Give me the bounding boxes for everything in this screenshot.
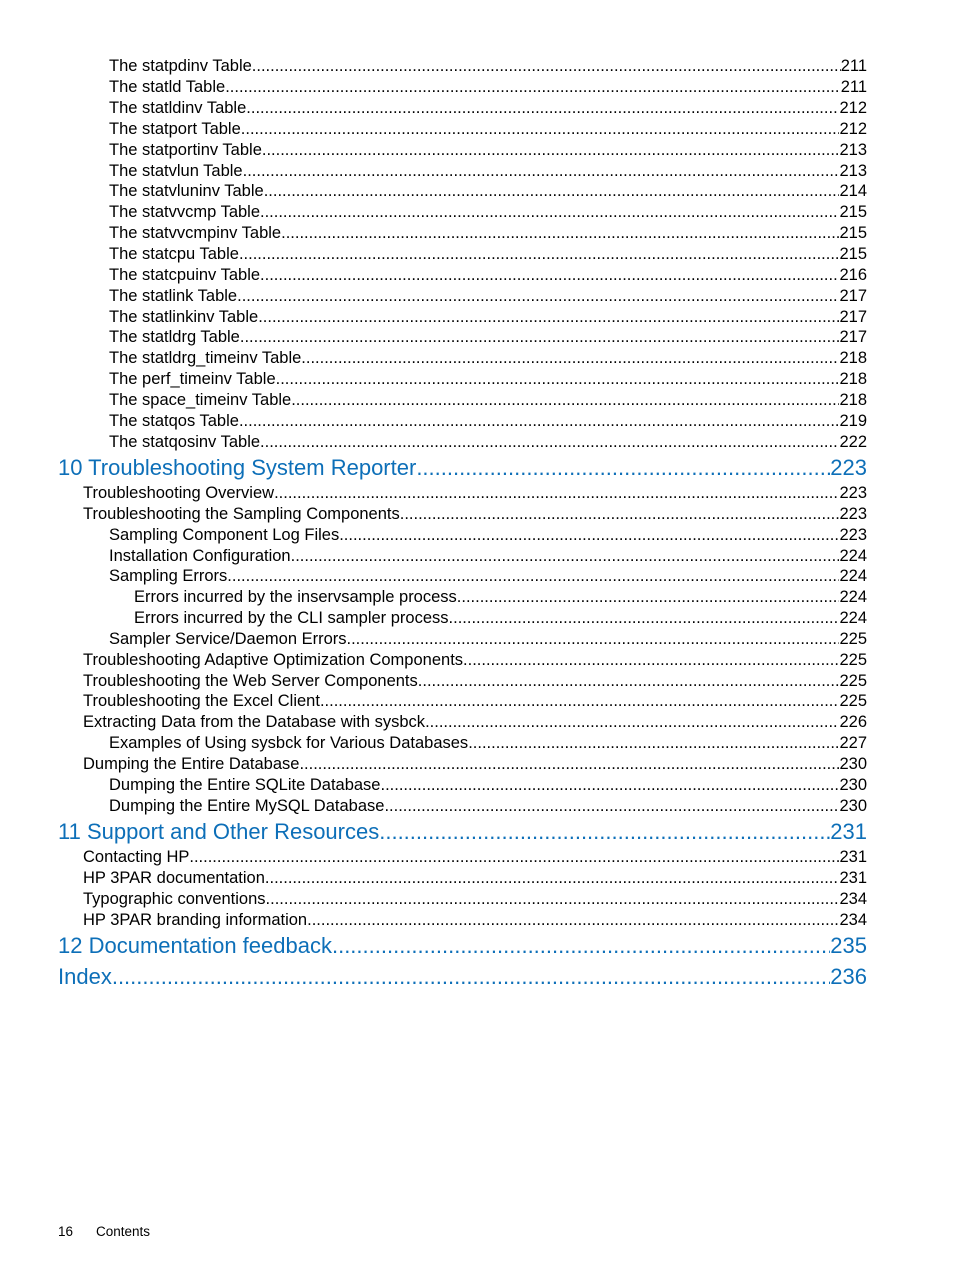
toc-entry-troubleshooting-the-excel-client[interactable] <box>83 691 867 712</box>
toc-entry-title: 10 Troubleshooting System Reporter <box>58 455 417 480</box>
toc-entry-hp-3par-documentation[interactable] <box>83 868 867 889</box>
toc-entry-dumping-the-entire-mysql-database[interactable] <box>109 796 867 817</box>
toc-dot-leader <box>227 566 839 587</box>
toc-entry-sampling-component-log-files[interactable] <box>109 525 867 546</box>
toc-entry-title: Installation Configuration <box>109 547 291 565</box>
toc-entry-page-number: 225 <box>839 630 867 648</box>
toc-dot-leader <box>240 327 840 348</box>
toc-entry-title: The statpdinv Table <box>109 57 252 75</box>
toc-dot-leader <box>457 587 840 608</box>
toc-dot-leader <box>243 161 840 182</box>
toc-dot-leader <box>260 265 839 286</box>
toc-entry-page-number: 236 <box>830 964 867 989</box>
toc-dot-leader <box>276 369 840 390</box>
toc-chapter-index[interactable] <box>58 963 867 991</box>
toc-entry-title: The statlink Table <box>109 287 238 305</box>
toc-entry-title: Dumping the Entire MySQL Database <box>109 797 385 815</box>
toc-entry-page-number: 223 <box>830 455 867 480</box>
toc-entry-typographic-conventions[interactable] <box>83 889 867 910</box>
toc-dot-leader <box>320 691 840 712</box>
toc-entry-title: The statportinv Table <box>109 141 262 159</box>
toc-dot-leader <box>291 390 839 411</box>
toc-dot-leader <box>189 847 839 868</box>
toc-chapter-12-documentation-feedback[interactable] <box>58 932 867 960</box>
toc-entry-page-number: 216 <box>839 266 867 284</box>
toc-entry-the-statport-table[interactable] <box>109 119 867 140</box>
toc-entry-the-statldrg-table[interactable] <box>109 327 867 348</box>
toc-entry-troubleshooting-adaptive-optimization-components[interactable] <box>83 650 867 671</box>
toc-entry-title: The statld Table <box>109 78 226 96</box>
toc-dot-leader <box>379 818 830 846</box>
toc-entry-sampler-service-daemon-errors[interactable] <box>109 629 867 650</box>
toc-dot-leader <box>339 525 839 546</box>
toc-dot-leader <box>246 98 839 119</box>
toc-dot-leader <box>416 454 830 482</box>
toc-entry-title: Extracting Data from the Database with sysbck <box>83 713 426 731</box>
toc-entry-page-number: 230 <box>839 776 867 794</box>
toc-entry-extracting-data-from-the-database-with-sysbck[interactable] <box>83 712 867 733</box>
toc-dot-leader <box>260 432 839 453</box>
toc-entry-title: The statqos Table <box>109 412 239 430</box>
toc-dot-leader <box>468 733 839 754</box>
toc-entry-title: The statldrg_timeinv Table <box>109 349 302 367</box>
toc-entry-the-statldrg-timeinv-table[interactable] <box>109 348 867 369</box>
toc-dot-leader <box>381 775 840 796</box>
toc-entry-page-number: 213 <box>839 162 867 180</box>
toc-entry-the-statqosinv-table[interactable] <box>109 432 867 453</box>
toc-dot-leader <box>299 754 839 775</box>
toc-dot-leader <box>266 889 840 910</box>
toc-entry-title: Troubleshooting the Web Server Components <box>83 672 418 690</box>
toc-entry-page-number: 231 <box>839 869 867 887</box>
toc-entry-page-number: 226 <box>839 713 867 731</box>
page-footer <box>58 1223 150 1241</box>
toc-entry-page-number: 212 <box>839 120 867 138</box>
toc-entry-title: The statvluninv Table <box>109 182 264 200</box>
toc-entry-page-number: 223 <box>839 526 867 544</box>
toc-entry-title: The statcpu Table <box>109 245 239 263</box>
toc-entry-title: The statqosinv Table <box>109 433 261 451</box>
toc-dot-leader <box>418 671 840 692</box>
toc-entry-page-number: 215 <box>839 245 867 263</box>
toc-entry-page-number: 214 <box>839 182 867 200</box>
toc-entry-the-perf-timeinv-table[interactable] <box>109 369 867 390</box>
toc-entry-title: HP 3PAR branding information <box>83 911 308 929</box>
toc-entry-the-statvlun-table[interactable] <box>109 161 867 182</box>
toc-dot-leader <box>332 932 830 960</box>
toc-entry-page-number: 217 <box>839 308 867 326</box>
toc-chapter-11-support-and-other-resources[interactable] <box>58 818 867 846</box>
toc-dot-leader <box>281 223 839 244</box>
toc-dot-leader <box>425 712 839 733</box>
toc-entry-title: Dumping the Entire Database <box>83 755 300 773</box>
toc-dot-leader <box>241 119 840 140</box>
toc-dot-leader <box>262 140 840 161</box>
toc-dot-leader <box>237 286 839 307</box>
toc-entry-title: The statldinv Table <box>109 99 247 117</box>
toc-entry-the-statqos-table[interactable] <box>109 411 867 432</box>
toc-entry-title: Errors incurred by the CLI sampler process <box>134 609 449 627</box>
toc-entry-page-number: 222 <box>839 433 867 451</box>
toc-dot-leader <box>225 77 841 98</box>
toc-entry-the-space-timeinv-table[interactable] <box>109 390 867 411</box>
toc-entry-installation-configuration[interactable] <box>109 546 867 567</box>
toc-entry-the-statlinkinv-table[interactable] <box>109 307 867 328</box>
toc-entry-page-number: 219 <box>839 412 867 430</box>
toc-entry-title: The perf_timeinv Table <box>109 370 276 388</box>
toc-entry-page-number: 230 <box>839 797 867 815</box>
toc-entry-the-statvvcmpinv-table[interactable] <box>109 223 867 244</box>
toc-entry-page-number: 234 <box>839 890 867 908</box>
toc-entry-title: The statldrg Table <box>109 328 240 346</box>
toc-entry-page-number: 224 <box>839 609 867 627</box>
toc-entry-title: Examples of Using sysbck for Various Databases <box>109 734 469 752</box>
toc-entry-page-number: 225 <box>839 672 867 690</box>
toc-entry-page-number: 211 <box>840 78 867 96</box>
toc-entry-page-number: 225 <box>839 692 867 710</box>
toc-dot-leader <box>274 483 839 504</box>
toc-dot-leader <box>258 307 839 328</box>
toc-dot-leader <box>400 504 840 525</box>
toc-entry-hp-3par-branding-information[interactable] <box>83 910 867 931</box>
toc-dot-leader <box>265 868 840 889</box>
toc-entry-page-number: 217 <box>839 328 867 346</box>
toc-entry-title: Typographic conventions <box>83 890 266 908</box>
toc-entry-title: Sampling Errors <box>109 567 228 585</box>
toc-entry-title: The statvvcmp Table <box>109 203 261 221</box>
toc-entry-page-number: 224 <box>839 588 867 606</box>
toc-entry-title: The statport Table <box>109 120 241 138</box>
toc-entry-title: The statvvcmpinv Table <box>109 224 282 242</box>
toc-entry-page-number: 211 <box>840 57 867 75</box>
toc-dot-leader <box>449 608 840 629</box>
toc-entry-the-statvvcmp-table[interactable] <box>109 202 867 223</box>
toc-entry-title: 11 Support and Other Resources <box>58 819 380 844</box>
toc-entry-page-number: 231 <box>830 819 867 844</box>
toc-entry-page-number: 227 <box>839 734 867 752</box>
toc-entry-the-statpdinv-table[interactable] <box>109 56 867 77</box>
toc-dot-leader <box>463 650 839 671</box>
toc-entry-page-number: 212 <box>839 99 867 117</box>
toc-entry-page-number: 223 <box>839 505 867 523</box>
toc-dot-leader <box>264 181 840 202</box>
toc-entry-the-statportinv-table[interactable] <box>109 140 867 161</box>
toc-entry-page-number: 215 <box>839 203 867 221</box>
toc-entry-the-statlink-table[interactable] <box>109 286 867 307</box>
toc-entry-page-number: 235 <box>830 933 867 958</box>
toc-entry-title: Dumping the Entire SQLite Database <box>109 776 381 794</box>
toc-entry-page-number: 224 <box>839 547 867 565</box>
toc-entry-title: The space_timeinv Table <box>109 391 292 409</box>
toc-dot-leader <box>239 411 840 432</box>
toc-entry-title: Sampling Component Log Files <box>109 526 340 544</box>
toc-entry-title: Index <box>58 964 112 989</box>
toc-entry-page-number: 230 <box>839 755 867 773</box>
toc-entry-the-statcpu-table[interactable] <box>109 244 867 265</box>
toc-dot-leader <box>112 963 830 991</box>
toc-entry-title: Contacting HP <box>83 848 190 866</box>
toc-entry-title: Troubleshooting Overview <box>83 484 275 502</box>
toc-dot-leader <box>347 629 840 650</box>
toc-entry-page-number: 218 <box>839 370 867 388</box>
toc-entry-examples-of-using-sysbck-for-various-databases[interactable] <box>109 733 867 754</box>
toc-entry-contacting-hp[interactable] <box>83 847 867 868</box>
toc-entry-title: Troubleshooting Adaptive Optimization Components <box>83 651 464 669</box>
toc-entry-dumping-the-entire-sqlite-database[interactable] <box>109 775 867 796</box>
toc-entry-dumping-the-entire-database[interactable] <box>83 754 867 775</box>
toc-entry-title: The statvlun Table <box>109 162 243 180</box>
toc-dot-leader <box>384 796 839 817</box>
toc-entry-troubleshooting-overview[interactable] <box>83 483 867 504</box>
toc-entry-page-number: 223 <box>839 484 867 502</box>
toc-entry-page-number: 218 <box>839 349 867 367</box>
toc-chapter-10-troubleshooting-system-reporter[interactable] <box>58 454 867 482</box>
toc-entry-errors-incurred-by-the-inservsample-process[interactable] <box>134 587 867 608</box>
toc-entry-page-number: 225 <box>839 651 867 669</box>
toc-entry-the-statld-table[interactable] <box>109 77 867 98</box>
toc-entry-the-statvluninv-table[interactable] <box>109 181 867 202</box>
toc-entry-sampling-errors[interactable] <box>109 566 867 587</box>
toc-dot-leader <box>252 56 841 77</box>
toc-dot-leader <box>239 244 840 265</box>
toc-entry-title: Troubleshooting the Excel Client <box>83 692 320 710</box>
toc-entry-page-number: 218 <box>839 391 867 409</box>
toc-entry-title: 12 Documentation feedback <box>58 933 332 958</box>
toc-entry-troubleshooting-the-web-server-components[interactable] <box>83 671 867 692</box>
footer-page-number: 16 <box>58 1224 74 1239</box>
toc-entry-title: The statlinkinv Table <box>109 308 259 326</box>
toc-dot-leader <box>291 546 840 567</box>
toc-entry-errors-incurred-by-the-cli-sampler-process[interactable] <box>134 608 867 629</box>
toc-entry-title: HP 3PAR documentation <box>83 869 265 887</box>
toc-entry-page-number: 224 <box>839 567 867 585</box>
toc-dot-leader <box>301 348 839 369</box>
toc-dot-leader <box>260 202 839 223</box>
toc-entry-title: Troubleshooting the Sampling Components <box>83 505 400 523</box>
toc-entry-troubleshooting-the-sampling-components[interactable] <box>83 504 867 525</box>
toc-entry-page-number: 215 <box>839 224 867 242</box>
toc-entry-title: The statcpuinv Table <box>109 266 261 284</box>
toc-entry-page-number: 217 <box>839 287 867 305</box>
toc-entry-page-number: 213 <box>839 141 867 159</box>
toc-entry-page-number: 231 <box>839 848 867 866</box>
toc-entry-page-number: 234 <box>839 911 867 929</box>
toc-entry-the-statldinv-table[interactable] <box>109 98 867 119</box>
toc-entry-title: Errors incurred by the inservsample process <box>134 588 457 606</box>
footer-section-label: Contents <box>96 1224 151 1239</box>
toc-entry-title: Sampler Service/Daemon Errors <box>109 630 347 648</box>
toc-dot-leader <box>307 910 839 931</box>
toc-entry-the-statcpuinv-table[interactable] <box>109 265 867 286</box>
